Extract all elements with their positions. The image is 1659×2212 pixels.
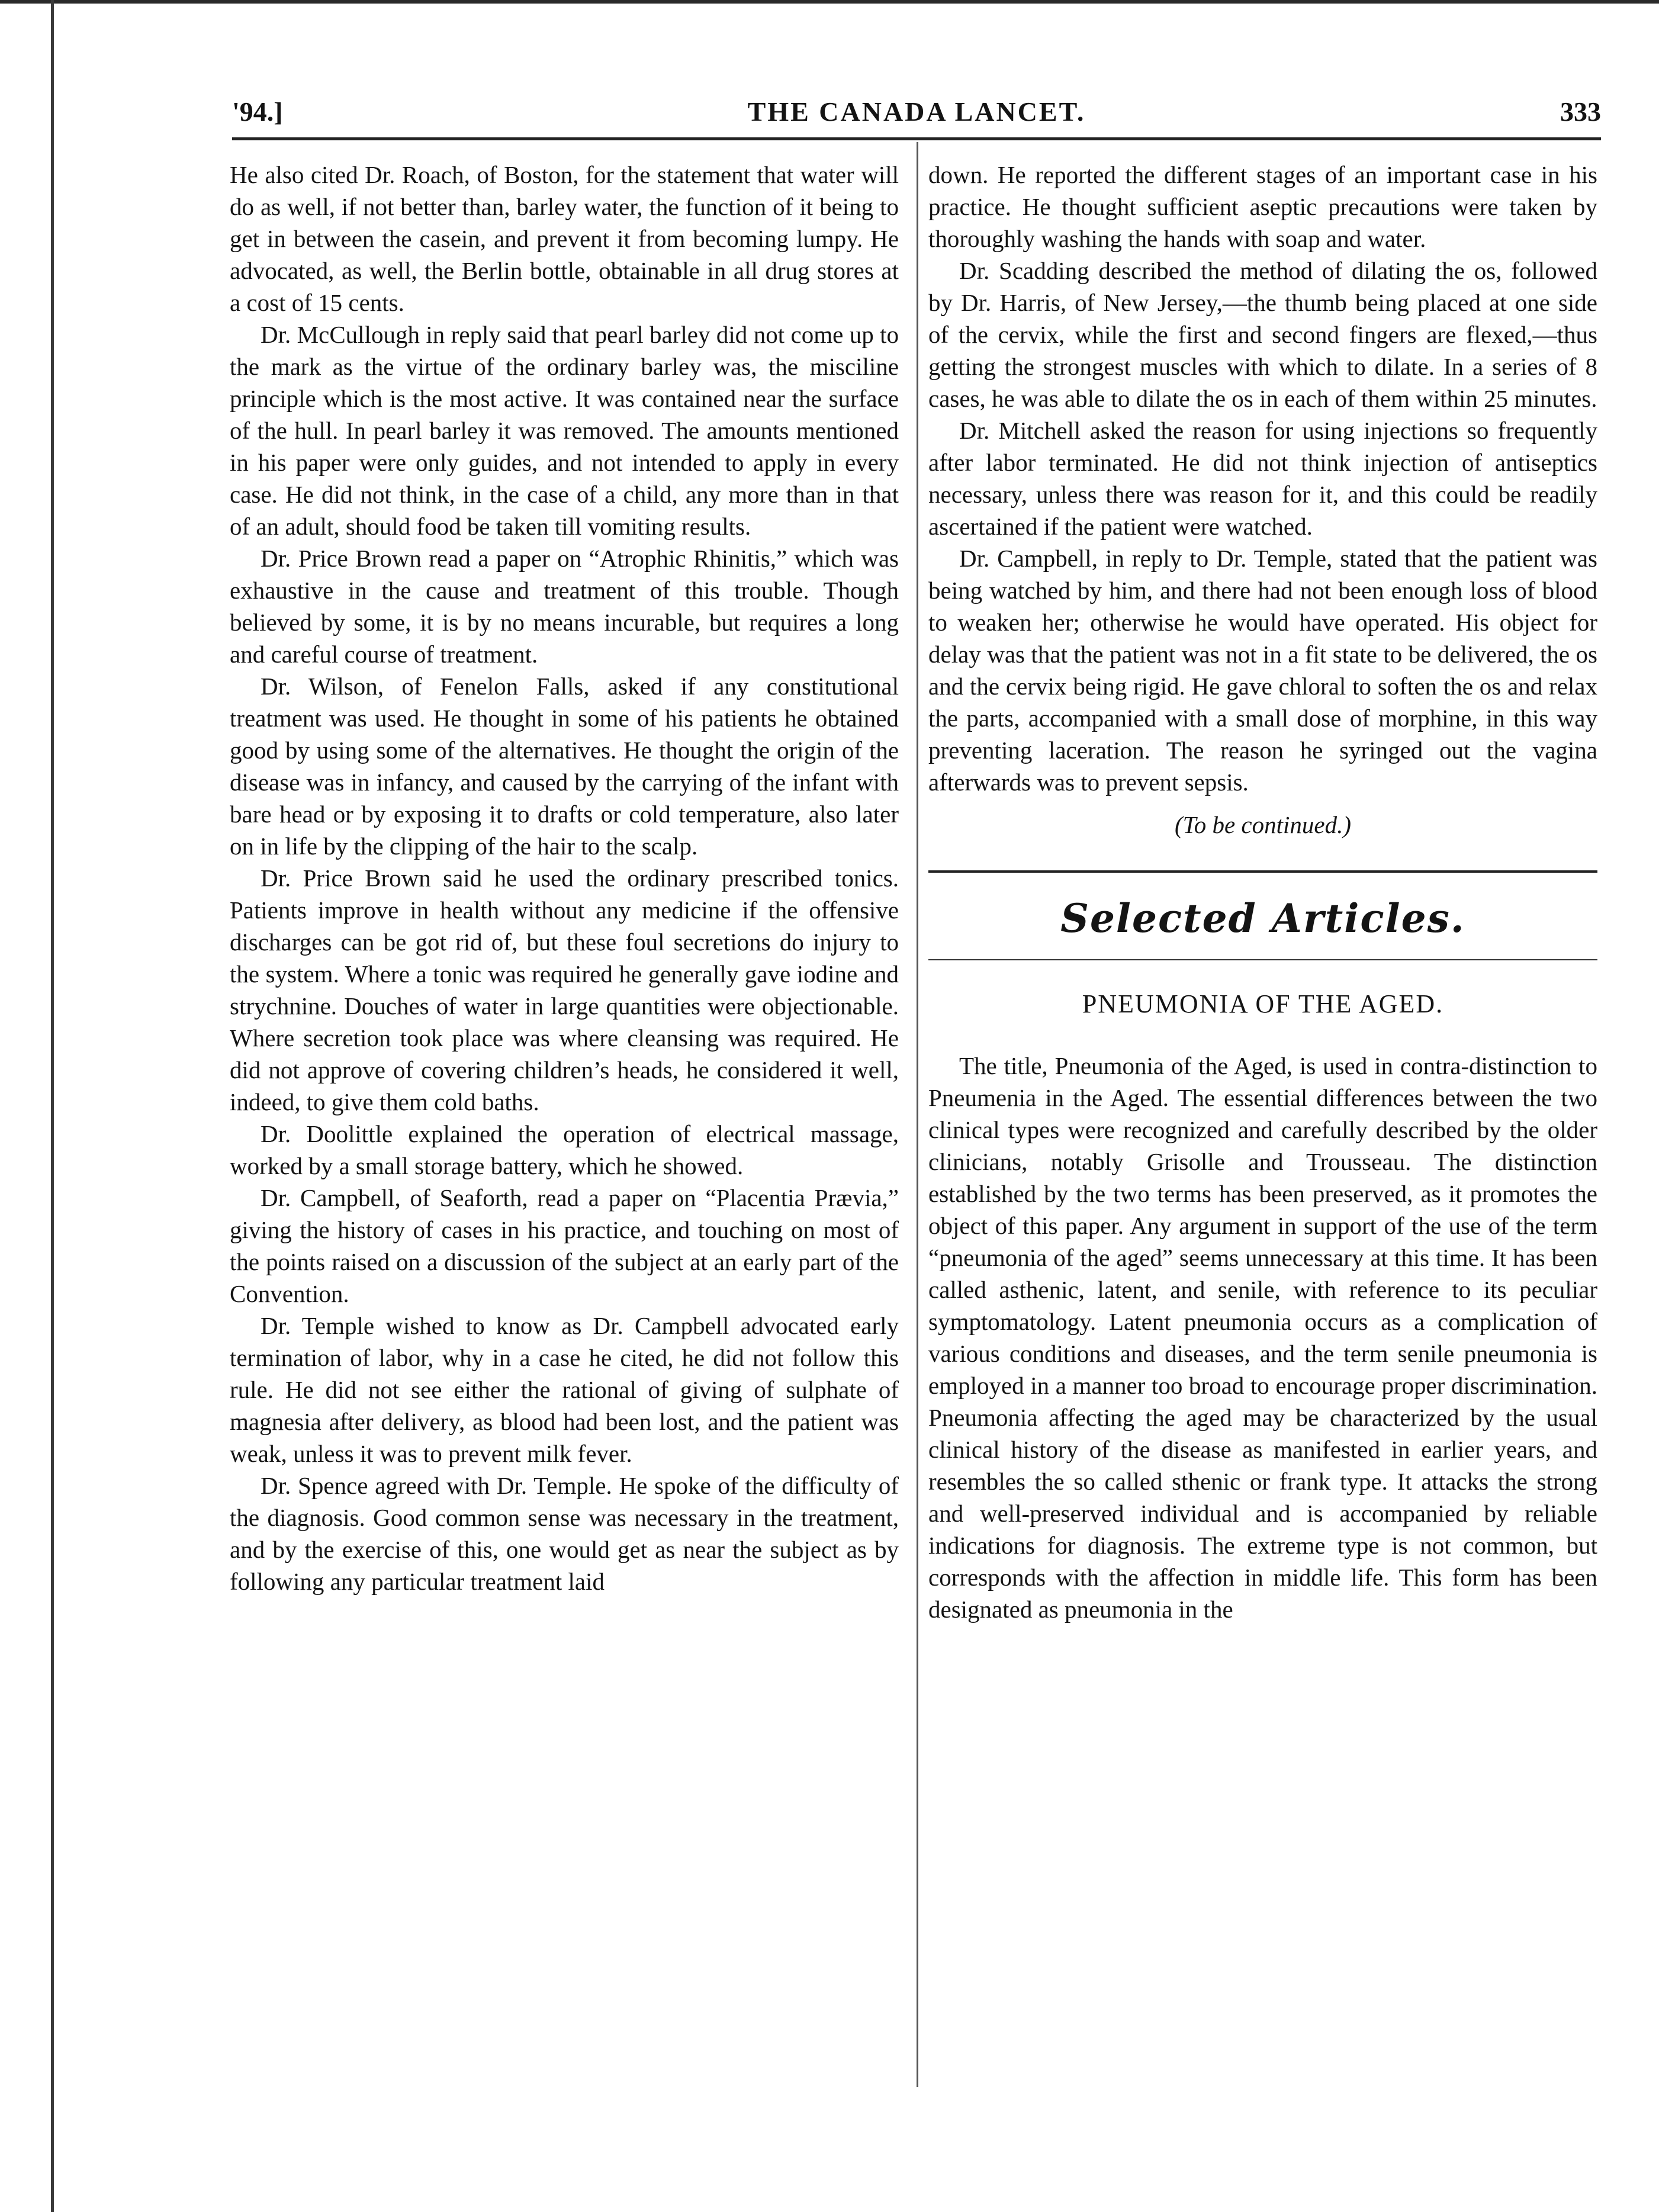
paragraph: Dr. McCullough in reply said that pearl barley did not come up to the mark as the virtue of the ordinary barley was, the misciline principle which is the most active. It was contained near the surface of the hull. In pearl barley it was removed. The amounts mentioned in his paper were only guides, and not intended to apply in every case. He did not think, in the case of a child, any more than in that of an adult, should food be taken till vomiting results.: [230, 321, 899, 540]
paragraph: Dr. Doolittle explained the operation of electrical massage, worked by a small storage battery, which he showed.: [230, 1120, 899, 1179]
paragraph: Dr. Scadding described the method of dilating the os, followed by Dr. Harris, of New Jersey,—the thumb being placed at one side of the cervix, while the first and second fingers are flexed,—thus getting the strongest muscles with which to dilate. In a series of 8 cases, he was able to dilate the os in each of them within 25 minutes.: [928, 257, 1597, 412]
volume-year: '94.]: [232, 97, 283, 127]
section-rule-top: [928, 870, 1597, 873]
paragraph: Dr. Price Brown read a paper on “Atrophic Rhinitis,” which was exhaustive in the cause and treatment of this trouble. Though believed by some, it is by no means incurable, but requires a long and careful course of treatment.: [230, 545, 899, 668]
column-divider: [917, 142, 918, 2087]
journal-title: THE CANADA LANCET.: [747, 97, 1086, 127]
paragraph: Dr. Campbell, of Seaforth, read a paper on “Placentia Prævia,” giving the history of cases in his practice, and touching on most of the points raised on a discussion of the subject at an early part of the Convention.: [230, 1184, 899, 1307]
to-be-continued-note: (To be continued.): [1175, 811, 1351, 838]
paragraph: Dr. Wilson, of Fenelon Falls, asked if any constitutional treatment was used. He thought in some of his patients he obtained good by using some of the alternatives. He thought the origin of the disease was in infancy, and caused by the carrying of the infant with bare head or by exposing it to drafts or cold temperature, also later on in life by the clipping of the hair to the scalp.: [230, 673, 899, 860]
paragraph: Dr. Campbell, in reply to Dr. Temple, stated that the patient was being watched by him, and there had not been enough loss of blood to weaken her; otherwise he would have operated. His object for delay was that the patient was not in a fit state to be delivered, the os and the cervix being rigid. He gave chloral to soften the os and relax the parts, accompanied with a small dose of morphine, in this way preventing laceration. The reason he syringed out the vagina afterwards was to prevent sepsis.: [928, 545, 1597, 796]
article-title: PNEUMONIA OF THE AGED.: [1082, 989, 1444, 1018]
page-left-edge: [51, 0, 54, 2212]
left-column: [230, 159, 899, 1597]
article-paragraph: The title, Pneumonia of the Aged, is used in contra-distinction to Pneumenia in the Aged. The essential differences between the two clinical types were recognized and carefully described by the older clinicians, notably Grisolle and Trousseau. The distinction established by the two terms has been preserved, as it promotes the object of this paper. Any argument in support of the use of the term “pneumonia of the aged” seems unnecessary at this time. It has been called asthenic, latent, and senile, with reference to its peculiar symptomatology. Latent pneumonia occurs as a complication of various conditions and diseases, and the term senile pneumonia is employed in a manner too broad to encourage proper discrimination. Pneumonia affecting the aged may be characterized by the usual clinical history of the disease as manifested in earlier years, and resembles the so called sthenic or frank type. It attacks the strong and well-preserved individual and is accompanied by reliable indications for diagnosis. The extreme type is not common, but corresponds with the affection in middle life. This form has been designated as pneumonia in the: [928, 1052, 1597, 1623]
paragraph: Dr. Price Brown said he used the ordinary prescribed tonics. Patients improve in health without any medicine if the offensive discharges can be got rid of, but these foul secretions do injury to the system. Where a tonic was required he generally gave iodine and strychnine. Douches of water in large quantities were objectionable. Where secretion took place was where cleansing was required. He did not approve of covering children’s heads, he considered it well, indeed, to give them cold baths.: [230, 864, 899, 1115]
paragraph: He also cited Dr. Roach, of Boston, for the statement that water will do as well, if not better than, barley water, the function of it being to get in between the casein, and prevent it from becoming lumpy. He advocated, as well, the Berlin bottle, obtainable in all drug stores at a cost of 15 cents.: [230, 161, 899, 316]
paragraph: Dr. Spence agreed with Dr. Temple. He spoke of the difficulty of the diagnosis. Good common sense was necessary in the treatment, and by the exercise of this, one would get as near the subject as by following any particular treatment laid: [230, 1472, 899, 1595]
section-rule-bottom: [928, 959, 1597, 960]
paragraph: Dr. Mitchell asked the reason for using injections so frequently after labor terminated. He did not think injection of antiseptics necessary, unless there was reason for it, and this could be readily ascertained if the patient were watched.: [928, 417, 1597, 540]
header-rule: [232, 137, 1601, 140]
top-border-rule: [0, 0, 1659, 4]
right-column: [928, 159, 1597, 1625]
paragraph-continuation: down. He reported the different stages of an important case in his practice. He thought sufficient aseptic precautions were taken by thoroughly washing the hands with soap and water.: [928, 161, 1597, 252]
running-header: [232, 96, 1601, 137]
paragraph: Dr. Temple wished to know as Dr. Campbell advocated early termination of labor, why in a case he cited, he did not follow this rule. He did not see either the rational of giving of sulphate of magnesia after delivery, as blood had been lost, and the patient was weak, unless it was to prevent milk fever.: [230, 1312, 899, 1467]
section-heading: Selected Articles.: [1060, 895, 1465, 941]
page-number: 333: [1560, 97, 1601, 127]
